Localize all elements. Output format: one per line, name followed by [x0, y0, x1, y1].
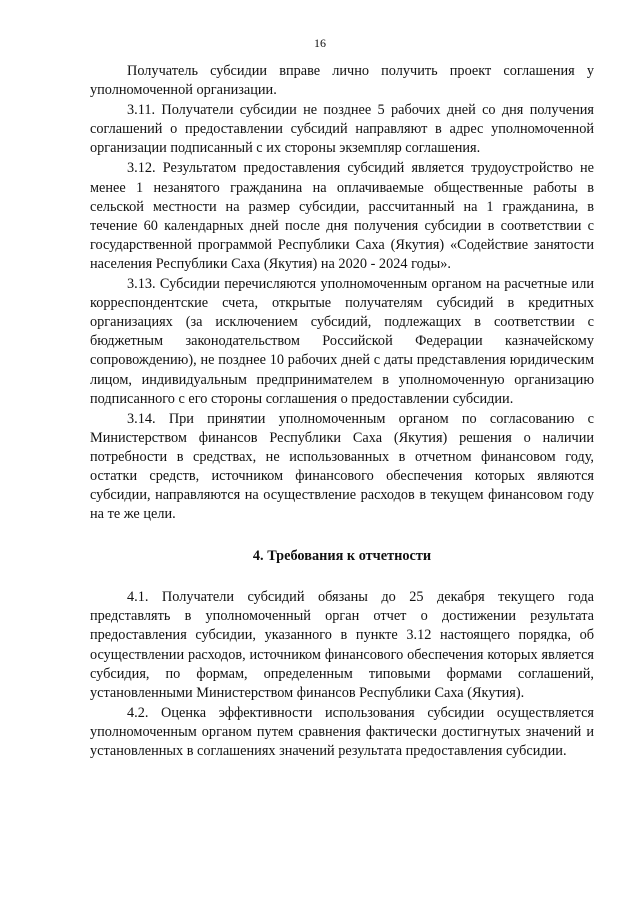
paragraph-4-1: 4.1. Получатели субсидий обязаны до 25 декабря текущего года представлять в уполномоченный орган отчет о достижении результата предоставления субсидии, указанного в пункте 3.12 настоящего порядка, об осуществлении расходов, источником финансового обеспечения которых является субсидия, по формам, определенным типовыми формами соглашений, установленными Министерством финансов Республики Саха (Якутия).	[90, 589, 594, 701]
paragraph-recipient-right: Получатель субсидии вправе лично получить проект соглашения у уполномоченной организации.	[90, 63, 594, 99]
section-heading: 4. Требования к отчетности	[252, 548, 432, 565]
paragraph-4-2: 4.2. Оценка эффективности использования субсидии осуществляется уполномоченным органом путем сравнения фактически достигнутых значений и установленных в соглашениях значений результата предоставления субсидии.	[90, 704, 594, 759]
document-body	[90, 62, 594, 762]
paragraph-3-12: 3.12. Результатом предоставления субсидий является трудоустройство не менее 1 незанятого гражданина на оплачиваемые общественные работы в сельской местности на размер субсидии, рассчитанный на 1 гражданина, в течение 60 календарных дней после дня получения субсидии в соответствии с государственной программой Республики Саха (Якутия) «Содействие занятости населения Республики Саха (Якутия) на 2020 - 2024 годы».	[90, 160, 594, 272]
paragraph-3-14: 3.14. При принятии уполномоченным органом по согласованию с Министерством финансов Республики Саха (Якутия) решения о наличии потребности в средствах, не использованных в отчетном финансовом году, остатки средств, источником финансового обеспечения которых являются субсидии, направляются на осуществление расходов в текущем финансовом году на те же цели.	[90, 410, 594, 523]
page-number: 16	[314, 36, 326, 50]
paragraph-3-11: 3.11. Получатели субсидии не позднее 5 рабочих дней со дня получения соглашений о предоставлении субсидий направляют в адрес уполномоченной организации подписанный с их стороны экземпляр соглашения.	[90, 102, 594, 157]
paragraph-3-13: 3.13. Субсидии перечисляются уполномоченным органом на расчетные или корреспондентские счета, открытые получателям субсидий в кредитных организациях (за исключением субсидий, подлежащих в соответствии с бюджетным законодательством Российской Федерации казначейскому сопровождению), не позднее 10 рабочих дней с даты представления юридическим лицом, индивидуальным предпринимателем в уполномоченную организацию подписанного с его стороны соглашения о предоставлении субсидии.	[90, 276, 594, 407]
